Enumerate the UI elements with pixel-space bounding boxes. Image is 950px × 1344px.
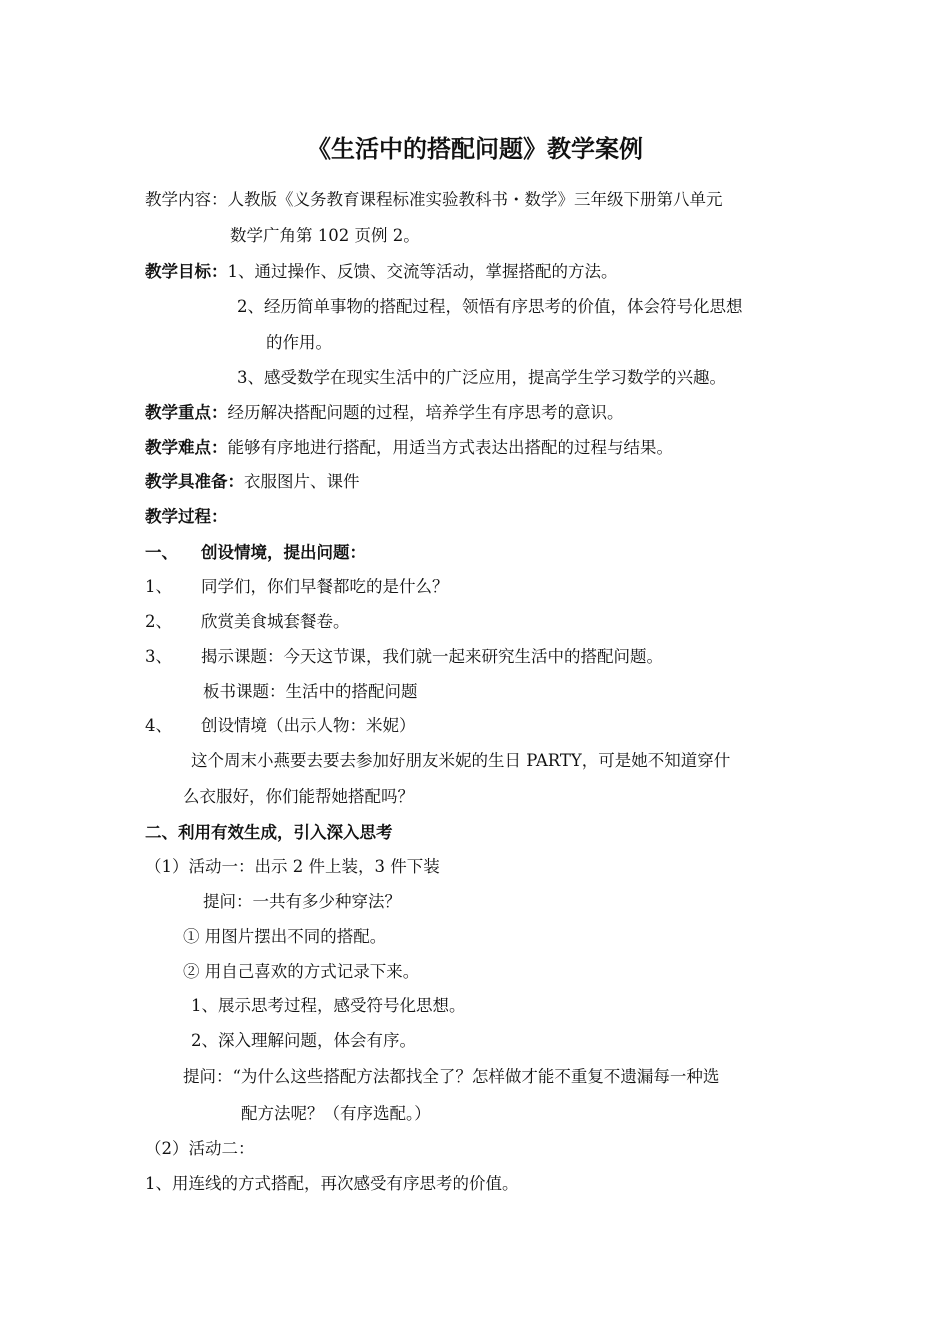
content-line-1 [145, 190, 723, 210]
item-3-number: 3、 [145, 647, 172, 666]
item-2 [145, 612, 350, 632]
story-line-2: 么衣服好，你们能帮她搭配吗？ [183, 787, 414, 806]
item-1-text: 同学们，你们早餐都吃的是什么？ [201, 577, 449, 596]
content-line-2: 数学广角第 102 页例 2。 [230, 226, 420, 245]
circled-step-2: ② 用自己喜欢的方式记录下来。 [183, 962, 420, 981]
item-3 [145, 647, 663, 667]
step-1: 1、展示思考过程，感受符号化思想。 [191, 996, 466, 1015]
difficulty-point [145, 438, 673, 458]
tools-text: 衣服图片、课件 [244, 472, 360, 491]
key-text: 经历解决搭配问题的过程，培养学生有序思考的意识。 [227, 403, 624, 422]
difficulty-label: 教学难点： [145, 438, 228, 457]
goals-line-1 [145, 262, 618, 282]
section-1-heading [145, 543, 366, 563]
difficulty-text: 能够有序地进行搭配，用适当方式表达出搭配的过程与结果。 [227, 438, 673, 457]
item-4-number: 4、 [145, 716, 172, 735]
content-text-1: 人教版《义务教育课程标准实验教科书・数学》三年级下册第八单元 [227, 190, 723, 209]
item-4 [145, 716, 416, 736]
board-title: 板书课题：生活中的搭配问题 [203, 682, 418, 701]
activity-2: （2）活动二： [145, 1139, 255, 1158]
item-2-number: 2、 [145, 612, 172, 631]
tools-line [145, 472, 360, 492]
section-1-title: 创设情境，提出问题： [201, 543, 366, 562]
question-2-line-2: 配方法呢？（有序选配。） [241, 1104, 431, 1123]
item-1 [145, 577, 449, 597]
item-4-text: 创设情境（出示人物：米妮） [201, 716, 416, 735]
tools-label: 教学具准备： [145, 472, 244, 491]
activity-2-step-1: 1、用连线的方式搭配，再次感受有序思考的价值。 [145, 1174, 519, 1193]
step-2: 2、深入理解问题，体会有序。 [191, 1031, 416, 1050]
question-2-line-1: 提问：“为什么这些搭配方法都找全了？怎样做才能不重复不遗漏每一种选 [183, 1067, 720, 1086]
goal-2b: 的作用。 [266, 333, 332, 352]
story-line-1: 这个周末小燕要去要去参加好朋友米妮的生日 PARTY，可是她不知道穿什 [191, 751, 731, 770]
goal-2a: 2、经历简单事物的搭配过程，领悟有序思考的价值，体会符号化思想 [237, 297, 743, 316]
activity-1: （1）活动一：出示 2 件上装，3 件下装 [145, 857, 440, 876]
document-title: 《生活中的搭配问题》教学案例 [307, 134, 643, 163]
key-label: 教学重点： [145, 403, 228, 422]
process-label: 教学过程： [145, 507, 228, 526]
content-label: 教学内容： [145, 190, 228, 209]
goals-label: 教学目标： [145, 262, 228, 281]
section-2-heading: 二、利用有效生成，引入深入思考 [145, 823, 393, 842]
key-point [145, 403, 624, 423]
section-1-number: 一、 [145, 543, 178, 562]
item-2-text: 欣赏美食城套餐卷。 [201, 612, 350, 631]
goal-1: 1、通过操作、反馈、交流等活动，掌握搭配的方法。 [227, 262, 618, 281]
goal-3: 3、感受数学在现实生活中的广泛应用，提高学生学习数学的兴趣。 [237, 368, 726, 387]
question-1: 提问：一共有多少种穿法？ [203, 892, 401, 911]
circled-step-1: ① 用图片摆出不同的搭配。 [183, 927, 387, 946]
item-1-number: 1、 [145, 577, 172, 596]
item-3-text: 揭示课题：今天这节课，我们就一起来研究生活中的搭配问题。 [201, 647, 663, 666]
